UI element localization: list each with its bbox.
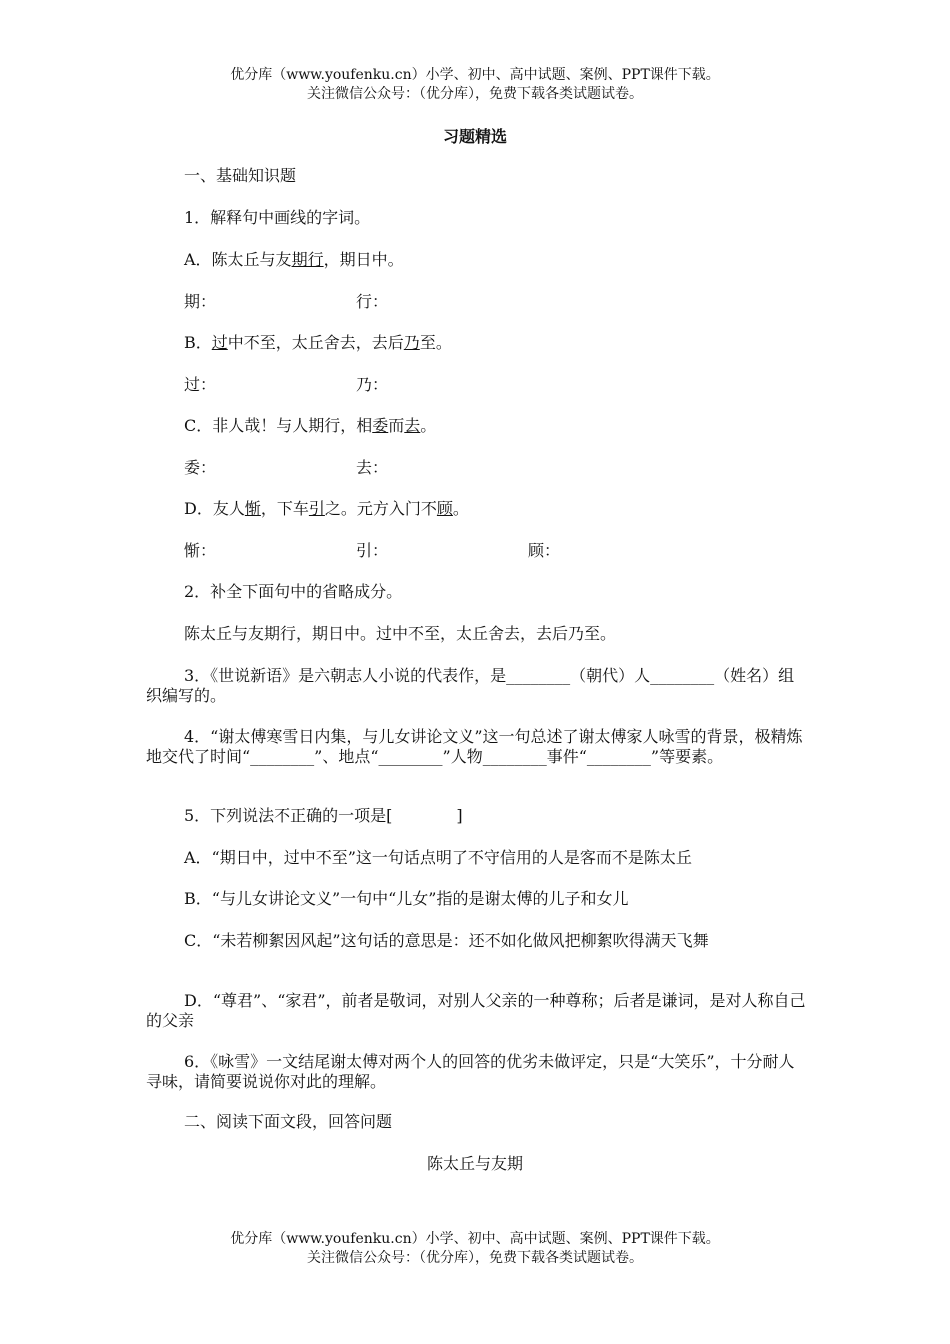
answer-row-c: [184, 458, 844, 478]
section-heading-reading: 二、阅读下面文段，回答问题: [184, 1112, 393, 1131]
answer-row-b: [184, 375, 844, 395]
page-header: [0, 66, 950, 104]
question-5-stem: 5．下列说法不正确的一项是[ ]: [184, 806, 463, 825]
footer-line-1: 优分库（www.youfenku.cn）小学、初中、高中试题、案例、PPT课件下载。: [230, 1231, 720, 1247]
item-c-text-end: 。: [420, 416, 437, 435]
question-2-stem: 2．补全下面句中的省略成分。: [184, 582, 403, 601]
underlined-word: 委: [372, 416, 389, 435]
question-2-text: 陈太丘与友期行，期日中。过中不至，太丘舍去，去后乃至。: [184, 624, 617, 643]
header-line-1: 优分库（www.youfenku.cn）小学、初中、高中试题、案例、PPT课件下载。: [230, 67, 720, 83]
question-4: 4．“谢太傅寒雪日内集，与儿女讲论文义”这一句总述了谢太傅家人咏雪的背景，极精炼地交代了时间“________”、地点“________”人物________事件“________”等要素。: [146, 727, 803, 766]
underlined-word: 期行: [291, 250, 324, 269]
question-1-item-c: [184, 416, 844, 436]
page-footer: [0, 1230, 950, 1268]
answer-label: 乃：: [356, 375, 389, 394]
question-1-item-a: [184, 250, 844, 270]
question-1-stem: 1．解释句中画线的字词。: [184, 208, 371, 227]
answer-label: 委：: [184, 458, 217, 477]
item-d-text-end: 。: [452, 499, 469, 518]
underlined-word: 引: [308, 499, 325, 518]
answer-label: 过：: [184, 375, 217, 394]
answer-row-d: [184, 541, 844, 561]
item-d-text: ，下车: [260, 499, 309, 518]
item-c-text: C．非人哉！与人期行，相: [184, 416, 373, 435]
answer-label: 期：: [184, 292, 217, 311]
answer-label: 引：: [356, 541, 389, 560]
section-heading-basic: 一、基础知识题: [184, 166, 297, 185]
item-a-text: A．陈太丘与友: [184, 250, 292, 269]
answer-label: 惭：: [184, 541, 217, 560]
item-c-text: 而: [388, 416, 405, 435]
question-5-option-d: D．“尊君”、“家君”，前者是敬词，对别人父亲的一种尊称；后者是谦词，是对人称自己的父亲: [146, 991, 806, 1030]
answer-label: 行：: [356, 292, 389, 311]
answer-row-a: [184, 292, 844, 312]
answer-label: 顾：: [528, 541, 561, 560]
document-title: 习题精选: [442, 127, 507, 146]
underlined-word: 顾: [436, 499, 453, 518]
passage-title: 陈太丘与友期: [426, 1154, 523, 1173]
question-3: 3．《世说新语》是六朝志人小说的代表作，是________（朝代）人________（姓名）组织编写的。: [146, 666, 795, 705]
item-a-text-end: ，期日中。: [323, 250, 404, 269]
underlined-word: 过: [211, 333, 228, 352]
answer-label: 去：: [356, 458, 389, 477]
underlined-word: 乃: [403, 333, 420, 352]
footer-line-2: 关注微信公众号：（优分库），免费下载各类试题试卷。: [307, 1250, 643, 1266]
item-b-text-end: 至。: [419, 333, 452, 352]
item-b-text: 中不至，太丘舍去，去后: [227, 333, 404, 352]
question-1-item-b: [184, 333, 844, 353]
question-6: 6．《咏雪》一文结尾谢太傅对两个人的回答的优劣未做评定，只是“大笑乐”，十分耐人寻味，请简要说说你对此的理解。: [146, 1052, 795, 1091]
item-b-label: B．: [184, 333, 212, 352]
question-5-option-a: A．“期日中，过中不至”这一句话点明了不守信用的人是客而不是陈太丘: [184, 848, 692, 867]
header-line-2: 关注微信公众号：（优分库），免费下载各类试题试卷。: [307, 86, 643, 102]
item-d-text: 之。元方入门不: [324, 499, 437, 518]
question-1-item-d: [184, 499, 844, 519]
underlined-word: 去: [404, 416, 421, 435]
question-5-option-b: B．“与儿女讲论文义”一句中“儿女”指的是谢太傅的儿子和女儿: [184, 889, 629, 908]
question-5-option-c: C．“未若柳絮因风起”这句话的意思是：还不如化做风把柳絮吹得满天飞舞: [184, 931, 709, 950]
item-d-text: D．友人: [184, 499, 245, 518]
underlined-word: 惭: [244, 499, 261, 518]
